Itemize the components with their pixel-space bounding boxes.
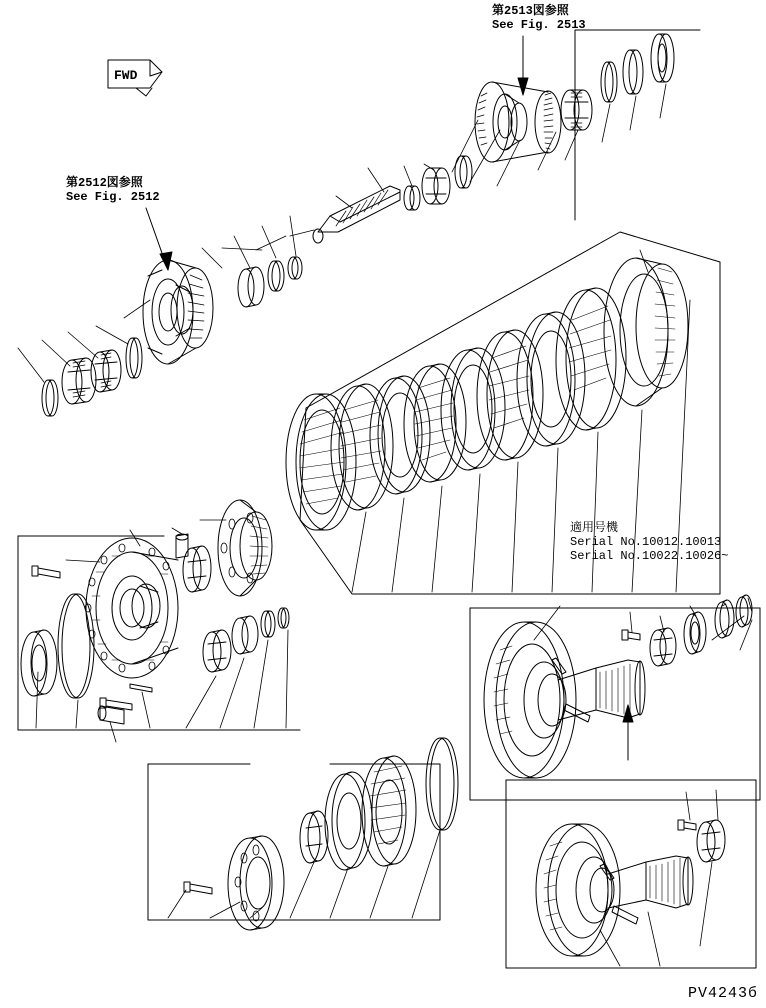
clutch-plate-stack [286, 258, 688, 530]
fwd-label: FWD [114, 68, 138, 83]
lower-left-bearing-small-3 [232, 616, 258, 654]
lower-left-bearing-small [183, 546, 211, 592]
lower-left-bolt-3 [130, 684, 152, 692]
lower-right-ring-1 [684, 612, 706, 654]
bottom-hub-plate [228, 836, 284, 930]
bottom-right-bearing [697, 820, 725, 862]
lower-right-bearing [650, 628, 676, 666]
fwd-marker [104, 57, 164, 97]
lower-right-bolt [622, 630, 640, 640]
upper-right-leaders [452, 84, 666, 186]
serial-note-line2: Serial No.10022.10026~ [570, 549, 729, 563]
clutch-plate-5 [441, 348, 505, 470]
lower-left-bearing-small-2 [203, 630, 231, 672]
note-serial-applicability [570, 521, 728, 563]
note-ref-2513-jp: 第2513図参照 [492, 4, 569, 18]
bottom-oring [426, 738, 458, 830]
drawing-number: PV4243б [687, 985, 758, 1002]
note-ref-2513-en: See Fig. 2513 [492, 18, 586, 32]
bottom-left-leaders [168, 830, 440, 918]
upper-left-leaders [18, 216, 296, 382]
upper-left-cone-bearing [62, 358, 96, 404]
lower-left-bushing [98, 706, 124, 724]
upper-right-bearing [561, 90, 592, 130]
lower-right-snap-ring [736, 595, 752, 627]
serial-note-jp: 適用号機 [570, 521, 619, 535]
upper-left-snap-ring [42, 380, 58, 416]
note-ref-2512 [66, 176, 160, 204]
upper-right-group-box [575, 30, 700, 220]
bottom-spacer [300, 811, 328, 863]
lower-left-seal [21, 630, 57, 696]
bottom-left-group-box [148, 764, 440, 920]
lower-left-gear-hub [218, 500, 272, 596]
lower-left-washer-set [261, 608, 289, 637]
bottom-right-drum-assembly [536, 824, 693, 956]
clutch-plate-6 [477, 330, 543, 460]
shaft-collar [404, 186, 420, 210]
upper-left-ring-set [238, 257, 302, 307]
upper-right-snap-ring-2 [623, 50, 643, 94]
note-ref-2513 [492, 4, 586, 32]
clutch-disc-front [286, 394, 356, 530]
lower-right-ring-2 [715, 600, 734, 638]
note-leaders [146, 36, 633, 760]
bottom-right-leaders [600, 790, 718, 966]
bottom-right-bolt [678, 820, 696, 830]
upper-right-seal-ring [651, 34, 674, 82]
lower-left-carrier-housing [85, 538, 178, 678]
note-ref-2512-en: See Fig. 2512 [66, 190, 160, 204]
lower-right-drum-assembly [484, 622, 645, 778]
lower-left-oring [58, 594, 94, 698]
upper-middle-bearing [422, 168, 450, 204]
upper-left-carrier [143, 260, 213, 364]
note-ref-2512-jp: 第2512図参照 [66, 176, 143, 190]
upper-right-drum [475, 82, 561, 162]
lower-left-roller [176, 534, 188, 558]
lower-left-bolt-1 [32, 566, 60, 578]
input-shaft [313, 186, 400, 243]
clutch-end-plate [604, 258, 688, 406]
serial-note-line1: Serial No.10012.10013 [570, 535, 722, 549]
lower-left-leaders [36, 520, 288, 742]
upper-right-snap-ring-1 [601, 62, 617, 102]
bottom-disc-assembly [362, 756, 416, 866]
lower-right-leaders [534, 598, 752, 650]
bottom-bolt [184, 882, 212, 894]
bottom-right-group-box [506, 780, 756, 968]
upper-middle-leaders [222, 164, 434, 250]
